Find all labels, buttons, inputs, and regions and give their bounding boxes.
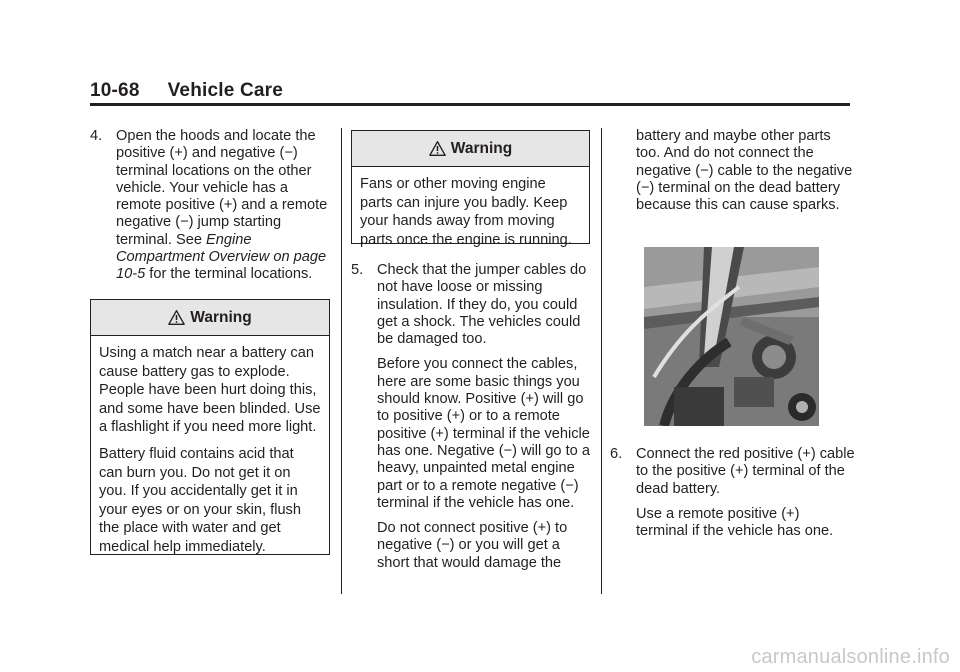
column-3-lower [610, 446, 855, 540]
step-number: 5. [351, 262, 364, 278]
column-3 [610, 128, 855, 214]
section-title: Vehicle Care [167, 80, 284, 101]
continued-text: battery and maybe other parts too. And do not connect the negative (−) cable to the negative (−) terminal on the dead battery because this can cause sparks. [636, 128, 853, 214]
step-5-paragraph: Before you connect the cables, here are some basic things you should know. Positive (+) will go to positive (+) or to a remote positive (+) terminal if the vehicle has one. Negative (−) will go to a heavy, unpainted metal engine part or to a remote negative (−) terminal if the vehicle has one. [377, 356, 590, 511]
warning-paragraph: Using a match near a battery can cause battery gas to explode. People have been hurt doing this, and some have been blinded. Use a flashlight if you need more light. [99, 345, 321, 436]
header-rule [90, 103, 850, 106]
step-number: 4. [90, 128, 103, 144]
step-6 [610, 446, 855, 498]
engine-photo-icon [644, 247, 819, 426]
step-text: Check that the jumper cables do not have loose or missing insulation. If they do, you could get a shock. The vehicles could be damaged too. [377, 262, 587, 348]
warning-box-fans [351, 130, 590, 248]
step-5 [351, 262, 591, 348]
step-text: Open the hoods and locate the positive (+) and negative (−) terminal locations on the other vehicle. Your vehicle has a remote positive (+) and a remote negative (−) jump starting terminal. See [116, 128, 328, 248]
warning-icon [429, 140, 446, 157]
warning-header [91, 300, 329, 336]
step-number: 6. [610, 446, 623, 462]
warning-title: Warning [450, 139, 513, 157]
warning-paragraph: Battery fluid contains acid that can burn you. Do not get it on you. If you accidentally get it in your eyes or on your skin, flush the place with water and get medical help immediately. [99, 445, 301, 555]
step-6-paragraph: Use a remote positive (+) terminal if the vehicle has one. [636, 505, 834, 540]
column-divider-right [601, 128, 602, 594]
watermark: carmanualsonline.info [751, 646, 950, 668]
column-2 [351, 262, 591, 572]
step-text-end: for the terminal locations. [145, 266, 313, 283]
warning-header [352, 131, 589, 167]
warning-icon [168, 309, 185, 326]
step-text: Connect the red positive (+) cable to the positive (+) terminal of the dead battery. [636, 446, 855, 497]
step-4 [90, 128, 330, 284]
warning-paragraph: Fans or other moving engine parts can injure you badly. Keep your hands away from moving parts once the engine is running. [360, 176, 572, 248]
column-divider-left [341, 128, 342, 594]
warning-box-battery [90, 299, 330, 555]
page-number: 10-68 [90, 80, 140, 101]
cross-reference-link[interactable]: Engine Compartment Overview on page 10-5 [116, 231, 327, 283]
warning-title: Warning [190, 308, 252, 326]
page-header [90, 80, 283, 102]
warning-body [91, 336, 329, 565]
column-1 [90, 128, 330, 284]
warning-body [352, 167, 589, 257]
engine-photo [644, 247, 819, 426]
step-5-paragraph: Do not connect positive (+) to negative (−) or you will get a short that would damage the [377, 520, 568, 571]
